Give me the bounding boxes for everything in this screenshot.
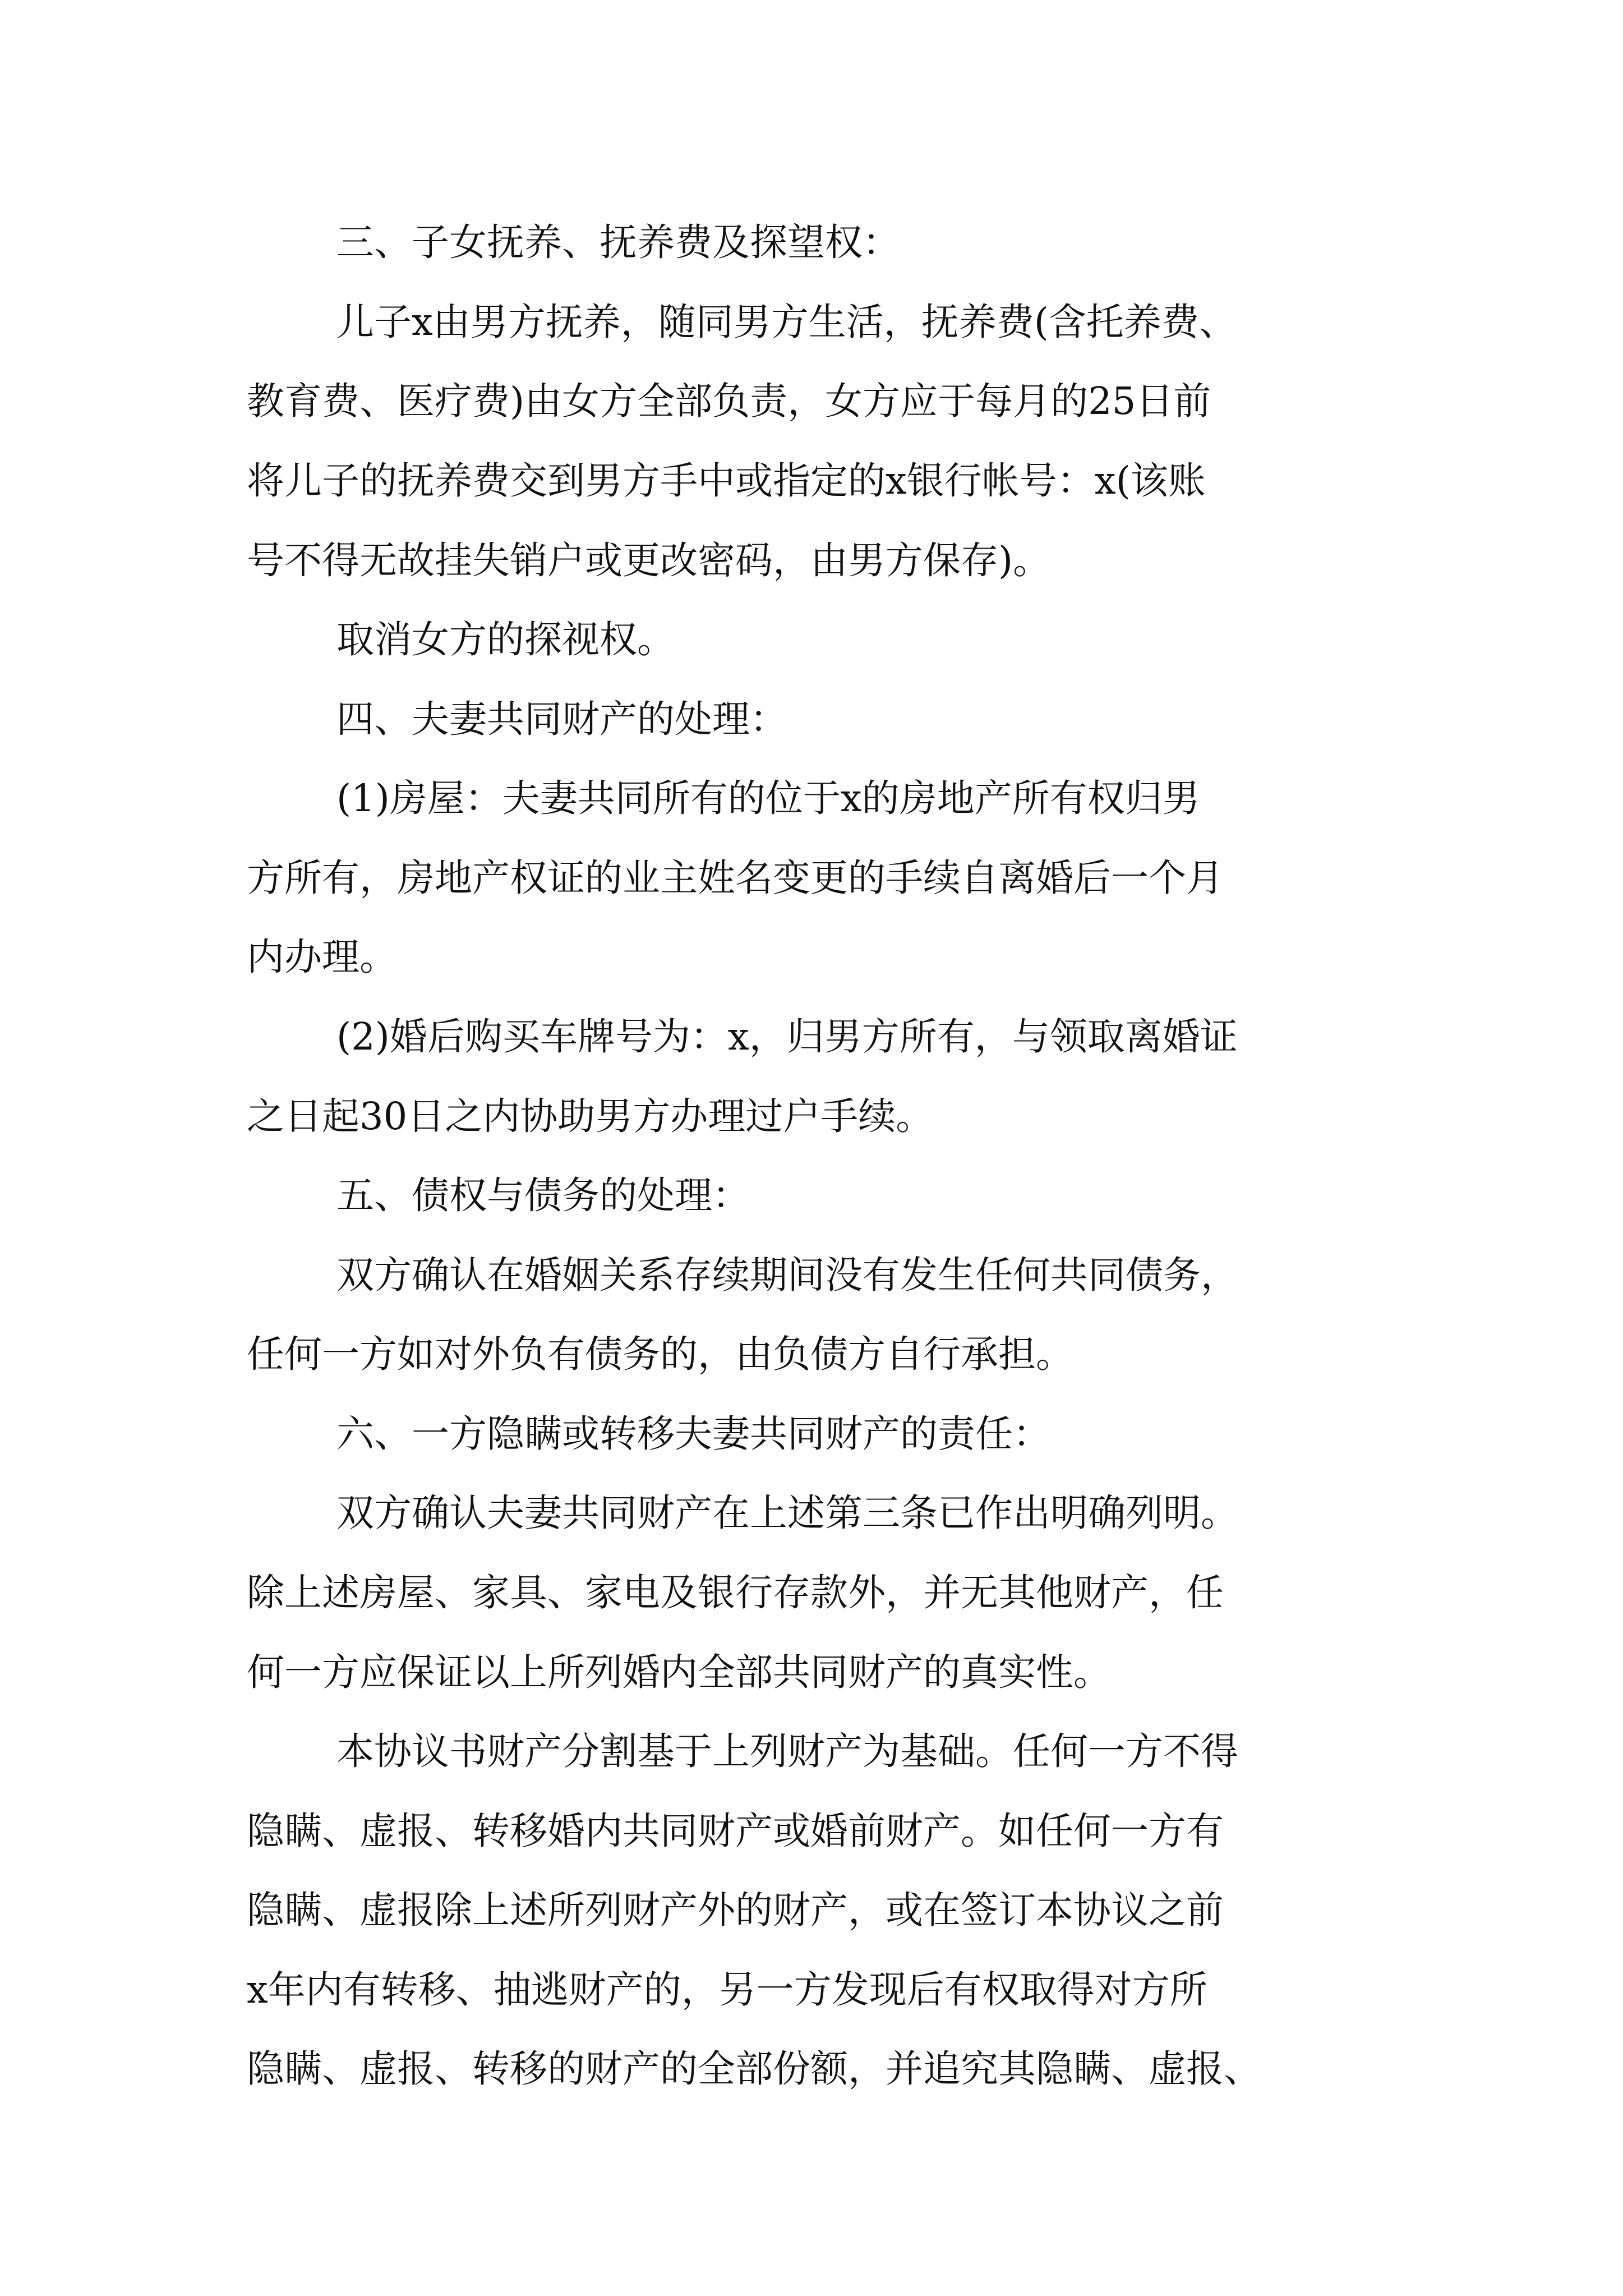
- paragraph-line: (2)婚后购买车牌号为：x，归男方所有，与领取离婚证: [336, 1015, 1238, 1059]
- paragraph-line: 教育费、医疗费)由女方全部负责，女方应于每月的25日前: [247, 379, 1211, 423]
- paragraph-line: 将儿子的抚养费交到男方手中或指定的x银行帐号：x(该账: [247, 459, 1206, 503]
- paragraph-line: 除上述房屋、家具、家电及银行存款外，并无其他财产，任: [247, 1571, 1224, 1614]
- paragraph-line: 隐瞒、虚报除上述所列财产外的财产，或在签订本协议之前: [247, 1888, 1224, 1932]
- paragraph-line: 双方确认在婚姻关系存续期间没有发生任何共同债务，: [336, 1253, 1238, 1297]
- section-heading-4: 四、夫妻共同财产的处理：: [336, 697, 787, 741]
- section-heading-6: 六、一方隐瞒或转移夫妻共同财产的责任：: [336, 1412, 1050, 1456]
- paragraph-line: 任何一方如对外负有债务的，由负债方自行承担。: [247, 1332, 1073, 1376]
- paragraph-line: 儿子x由男方抚养，随同男方生活，抚养费(含托养费、: [336, 300, 1237, 344]
- section-heading-3: 三、子女抚养、抚养费及探望权：: [336, 220, 900, 264]
- section-heading-5: 五、债权与债务的处理：: [336, 1174, 750, 1217]
- paragraph-line: (1)房屋：夫妻共同所有的位于x的房地产所有权归男: [336, 776, 1200, 820]
- paragraph-line: 隐瞒、虚报、转移的财产的全部份额，并追究其隐瞒、虚报、: [247, 2047, 1261, 2091]
- paragraph-line: 何一方应保证以上所列婚内全部共同财产的真实性。: [247, 1650, 1111, 1694]
- paragraph-line: 双方确认夫妻共同财产在上述第三条已作出明确列明。: [336, 1491, 1238, 1535]
- paragraph-line: 号不得无故挂失销户或更改密码，由男方保存)。: [247, 539, 1051, 582]
- paragraph-line: 本协议书财产分割基于上列财产为基础。任何一方不得: [336, 1729, 1238, 1773]
- paragraph-line: 方所有，房地产权证的业主姓名变更的手续自离婚后一个月: [247, 856, 1224, 900]
- paragraph-line: 内办理。: [247, 935, 397, 979]
- paragraph-line: x年内有转移、抽逃财产的，另一方发现后有权取得对方所: [247, 1968, 1207, 2012]
- paragraph-line: 隐瞒、虚报、转移婚内共同财产或婚前财产。如任何一方有: [247, 1809, 1224, 1853]
- paragraph-line: 之日起30日之内协助男方办理过户手续。: [247, 1094, 934, 1138]
- paragraph-line: 取消女方的探视权。: [336, 618, 675, 661]
